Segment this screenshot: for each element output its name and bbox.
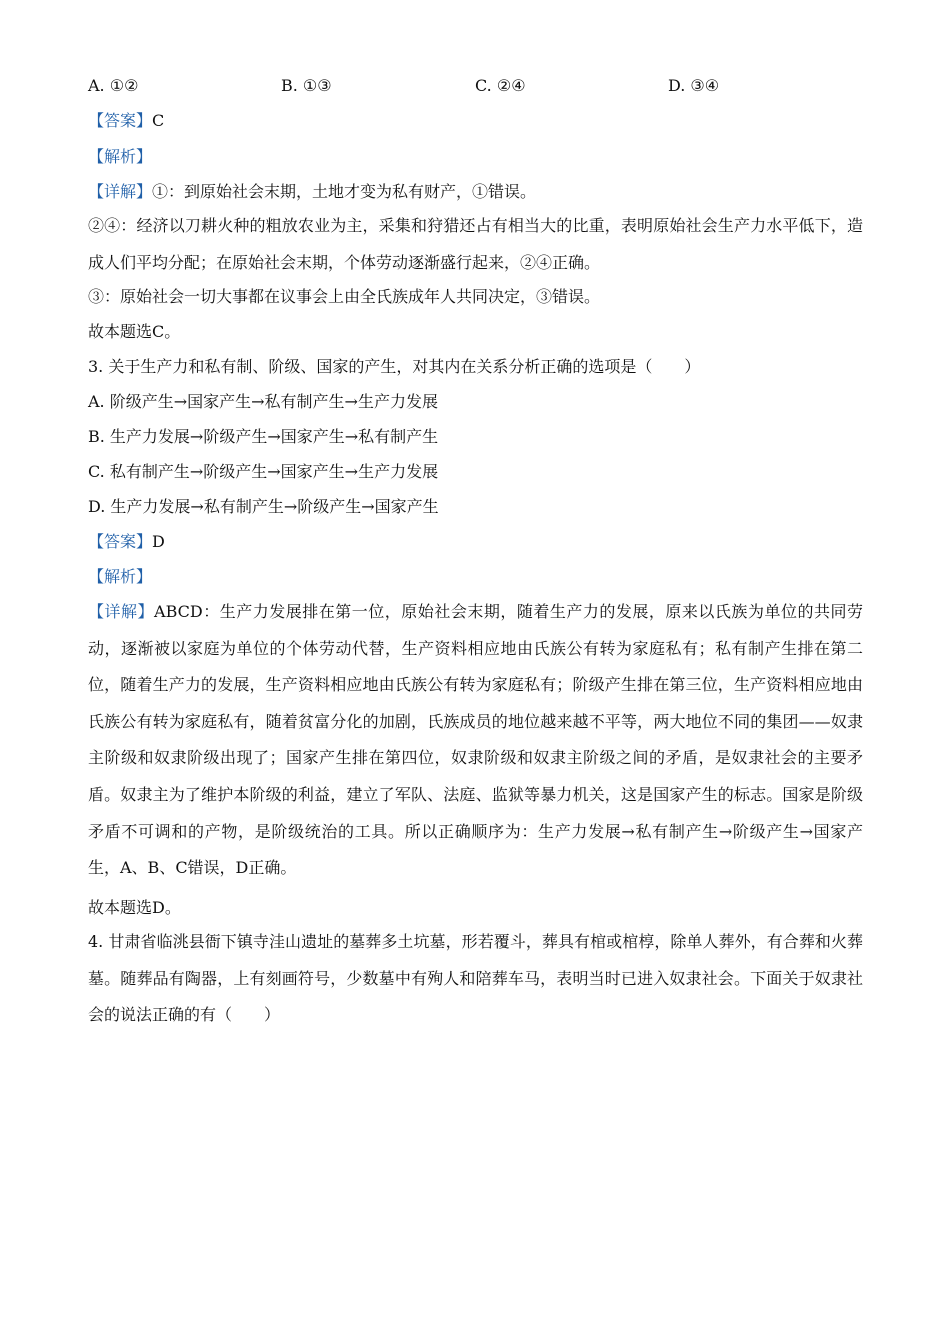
- q3-conclusion: 故本题选D。: [88, 898, 181, 917]
- answer-value: D: [152, 532, 165, 551]
- q2-analysis-tag: 【解析】: [88, 147, 153, 166]
- detail-text: ABCD：生产力发展排在第一位，原始社会末期，随着生产力的发展，原来以氏族为单位的共同劳动，逐渐被以家庭为单位的个体劳动代替，生产资料相应地由氏族公有转为家庭私有；私有制产生排在第二位，随着生产力的发展，生产资料相应地由氏族公有转为家庭私有；阶级产生排在第三位，生产资料相应地由氏族公有转为家庭私有，随着贫富分化的加剧，氏族成员的地位越来越不平等，两大地位不同的集团——奴隶主阶级和奴隶阶级出现了；国家产生排在第四位，奴隶阶级和奴隶主阶级之间的矛盾，是奴隶社会的主要矛盾。奴隶主为了维护本阶级的利益，建立了军队、法庭、监狱等暴力机关，这是国家产生的标志。国家是阶级矛盾不可调和的产物，是阶级统治的工具。所以正确顺序为：生产力发展→私有制产生→阶级产生→国家产生，A、B、C错误，D正确。: [88, 602, 863, 878]
- q3-answer: [88, 532, 165, 552]
- q4-stem: 4. 甘肃省临洮县衙下镇寺洼山遗址的墓葬多土坑墓，形若覆斗，葬具有棺或棺椁，除单人葬外，有合葬和火葬墓。随葬品有陶器，上有刻画符号，少数墓中有殉人和陪葬车马，表明当时已进入奴隶社会。下面关于奴隶社会的说法正确的有（ ）: [88, 932, 863, 1025]
- detail-tag: 【详解】: [88, 182, 153, 201]
- q3-detail: [88, 594, 863, 887]
- q3-option-b: B. 生产力发展→阶级产生→国家产生→私有制产生: [88, 427, 439, 446]
- q3-option-a: A. 阶级产生→国家产生→私有制产生→生产力发展: [88, 392, 438, 411]
- q2-option-d: D. ③④: [668, 76, 720, 95]
- detail-text: ①：到原始社会末期，土地才变为私有财产，①错误。: [152, 182, 537, 201]
- q3-stem: 3. 关于生产力和私有制、阶级、国家的产生，对其内在关系分析正确的选项是（ ）: [88, 357, 701, 376]
- q2-option-b: B. ①③: [281, 76, 332, 95]
- q2-detail-3: ③：原始社会一切大事都在议事会上由全氏族成年人共同决定，③错误。: [88, 287, 601, 306]
- q3-option-c: C. 私有制产生→阶级产生→国家产生→生产力发展: [88, 462, 439, 481]
- q2-option-c: C. ②④: [475, 76, 526, 95]
- answer-tag: 【答案】: [88, 532, 153, 551]
- q3-analysis-tag: 【解析】: [88, 567, 153, 586]
- answer-tag: 【答案】: [88, 111, 153, 130]
- q2-answer: [88, 111, 164, 131]
- detail-tag: 【详解】: [88, 602, 155, 621]
- q2-option-a: A. ①②: [88, 76, 139, 95]
- q2-conclusion: 故本题选C。: [88, 322, 181, 341]
- q3-option-d: D. 生产力发展→私有制产生→阶级产生→国家产生: [88, 497, 439, 516]
- q2-detail-2: ②④：经济以刀耕火种的粗放农业为主，采集和狩猎还占有相当大的比重，表明原始社会生产力水平低下，造成人们平均分配；在原始社会末期，个体劳动逐渐盛行起来，②④正确。: [88, 216, 863, 272]
- q2-detail-1: [88, 182, 536, 202]
- answer-value: C: [152, 111, 165, 130]
